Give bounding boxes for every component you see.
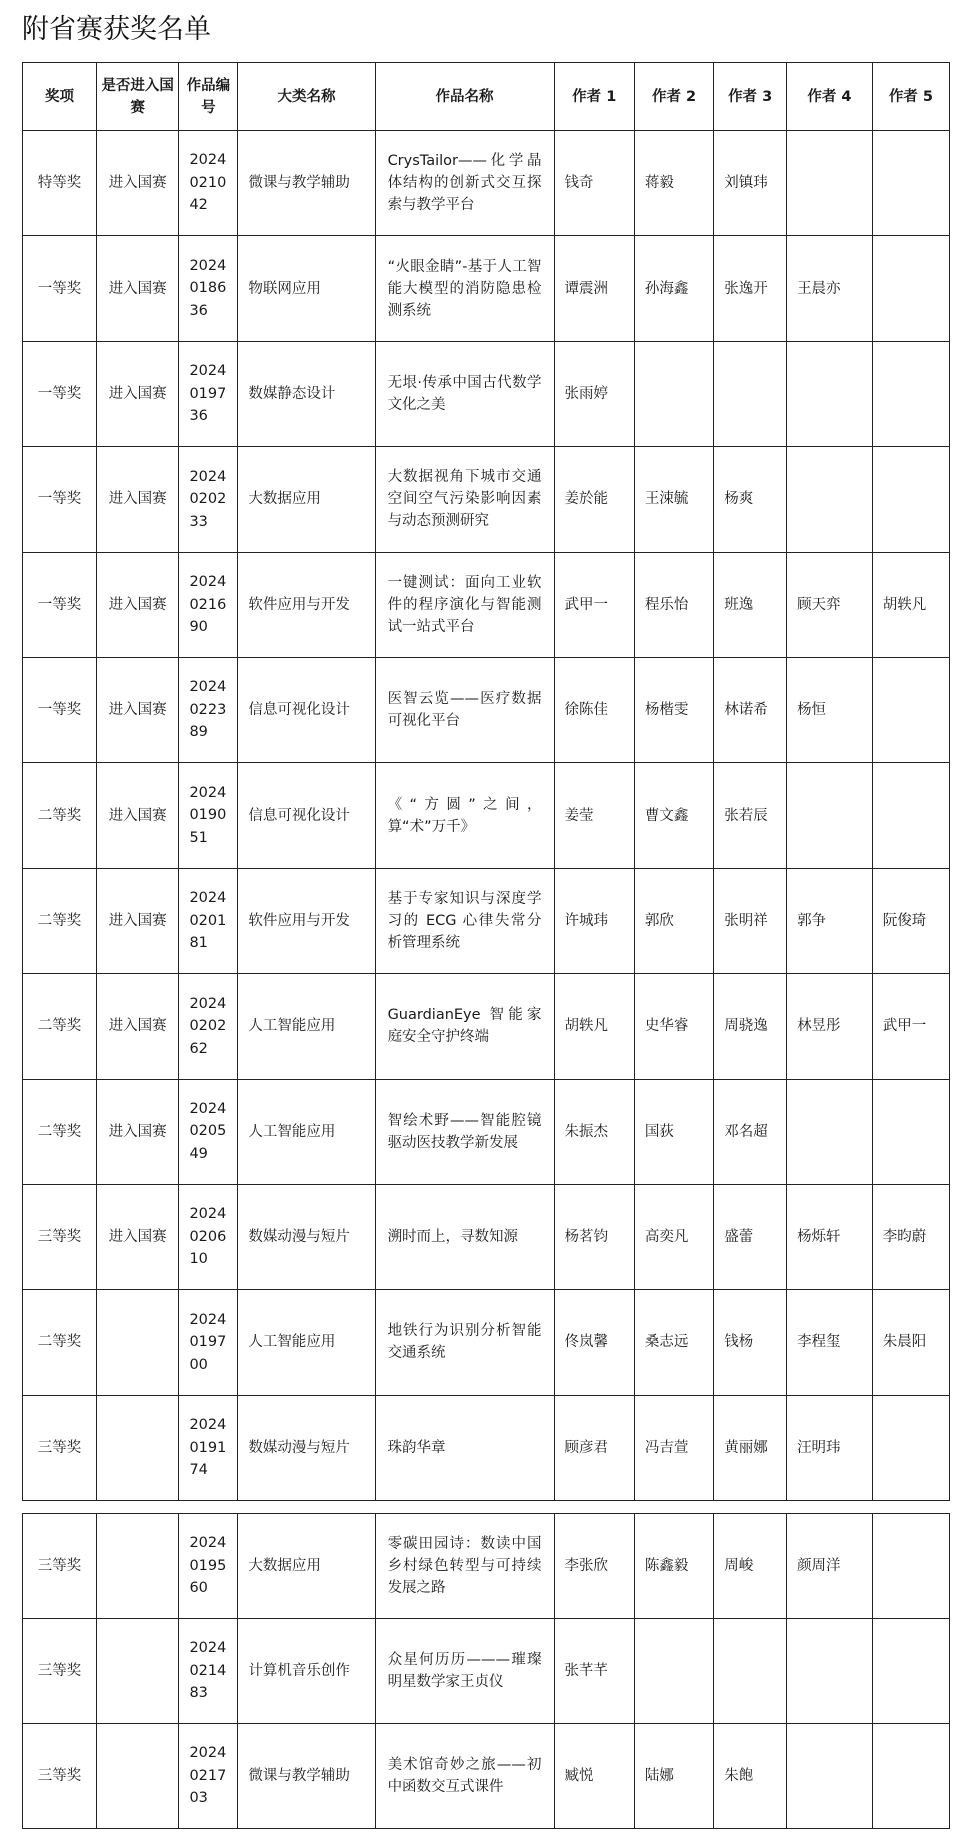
national-cell: [96, 1290, 179, 1395]
category-cell: 软件应用与开发: [238, 868, 375, 973]
author-cell: 李程玺: [787, 1290, 873, 1395]
category-cell: 人工智能应用: [238, 1290, 375, 1395]
author-cell: 林诺希: [714, 657, 787, 762]
category-cell: 大数据应用: [238, 447, 375, 552]
author-cell: 郭争: [787, 868, 873, 973]
header-cell: 大类名称: [238, 63, 375, 131]
category-cell: 数媒静态设计: [238, 341, 375, 446]
id-cell: 2024021690: [179, 552, 238, 657]
table-row: [23, 657, 950, 762]
author-cell: [872, 1079, 949, 1184]
author-cell: [787, 131, 873, 236]
id-cell: 2024020262: [179, 974, 238, 1079]
category-cell: 计算机音乐创作: [238, 1619, 375, 1724]
award-cell: 二等奖: [23, 974, 97, 1079]
table-row: [23, 131, 950, 236]
author-cell: [872, 131, 949, 236]
work-title-cell: 智绘术野——智能腔镜驱动医技教学新发展: [375, 1079, 554, 1184]
category-cell: 微课与教学辅助: [238, 131, 375, 236]
author-cell: 佟岚馨: [554, 1290, 634, 1395]
national-cell: [96, 1619, 179, 1724]
table-row: [23, 1514, 950, 1619]
award-table-continued: [22, 1513, 950, 1829]
work-title-cell: 一键测试：面向工业软件的程序演化与智能测试一站式平台: [375, 552, 554, 657]
id-cell: 2024019560: [179, 1514, 238, 1619]
author-cell: 蒋毅: [634, 131, 713, 236]
national-cell: [96, 1395, 179, 1500]
author-cell: [872, 1724, 949, 1829]
author-cell: 李昀蔚: [872, 1184, 949, 1289]
table-row: [23, 1184, 950, 1289]
id-cell: 2024020233: [179, 447, 238, 552]
national-cell: 进入国赛: [96, 236, 179, 341]
author-cell: 黄丽娜: [714, 1395, 787, 1500]
national-cell: 进入国赛: [96, 657, 179, 762]
id-cell: 2024020549: [179, 1079, 238, 1184]
award-cell: 一等奖: [23, 657, 97, 762]
header-cell: 作品编号: [179, 63, 238, 131]
author-cell: 程乐怡: [634, 552, 713, 657]
author-cell: 郭欣: [634, 868, 713, 973]
id-cell: 2024020181: [179, 868, 238, 973]
author-cell: [872, 236, 949, 341]
id-cell: 2024021483: [179, 1619, 238, 1724]
author-cell: 臧悦: [554, 1724, 634, 1829]
author-cell: 张雨婷: [554, 341, 634, 446]
author-cell: [714, 341, 787, 446]
author-cell: 邓名超: [714, 1079, 787, 1184]
award-cell: 二等奖: [23, 868, 97, 973]
header-cell: 作者 5: [872, 63, 949, 131]
author-cell: 钱奇: [554, 131, 634, 236]
author-cell: 姜於能: [554, 447, 634, 552]
author-cell: 周骁逸: [714, 974, 787, 1079]
national-cell: 进入国赛: [96, 447, 179, 552]
award-cell: 三等奖: [23, 1724, 97, 1829]
author-cell: 许城玮: [554, 868, 634, 973]
author-cell: 武甲一: [872, 974, 949, 1079]
author-cell: 颜周洋: [787, 1514, 873, 1619]
category-cell: 数媒动漫与短片: [238, 1184, 375, 1289]
award-cell: 二等奖: [23, 1079, 97, 1184]
national-cell: 进入国赛: [96, 552, 179, 657]
author-cell: 朱振杰: [554, 1079, 634, 1184]
author-cell: [787, 341, 873, 446]
author-cell: 杨恒: [787, 657, 873, 762]
author-cell: [872, 447, 949, 552]
author-cell: 杨烁轩: [787, 1184, 873, 1289]
author-cell: 刘镇玮: [714, 131, 787, 236]
national-cell: 进入国赛: [96, 974, 179, 1079]
header-cell: 奖项: [23, 63, 97, 131]
author-cell: 徐陈佳: [554, 657, 634, 762]
national-cell: 进入国赛: [96, 131, 179, 236]
author-cell: [787, 1619, 873, 1724]
author-cell: 姜莹: [554, 763, 634, 868]
header-cell: 作品名称: [375, 63, 554, 131]
author-cell: 杨楷雯: [634, 657, 713, 762]
award-cell: 三等奖: [23, 1619, 97, 1724]
author-cell: 盛蕾: [714, 1184, 787, 1289]
author-cell: 林昱彤: [787, 974, 873, 1079]
author-cell: 周峻: [714, 1514, 787, 1619]
id-cell: 2024020610: [179, 1184, 238, 1289]
table-row: [23, 236, 950, 341]
author-cell: 胡轶凡: [872, 552, 949, 657]
author-cell: 张若辰: [714, 763, 787, 868]
national-cell: 进入国赛: [96, 1184, 179, 1289]
award-cell: 一等奖: [23, 341, 97, 446]
national-cell: 进入国赛: [96, 763, 179, 868]
table-row: [23, 552, 950, 657]
id-cell: 2024022389: [179, 657, 238, 762]
national-cell: [96, 1514, 179, 1619]
author-cell: [714, 1619, 787, 1724]
work-title-cell: 地铁行为识别分析智能交通系统: [375, 1290, 554, 1395]
table-row: [23, 763, 950, 868]
work-title-cell: 《“方圆”之间，算“术”万千》: [375, 763, 554, 868]
national-cell: 进入国赛: [96, 868, 179, 973]
national-cell: 进入国赛: [96, 1079, 179, 1184]
author-cell: 桑志远: [634, 1290, 713, 1395]
id-cell: 2024019736: [179, 341, 238, 446]
table-row: [23, 1290, 950, 1395]
author-cell: 顾天弈: [787, 552, 873, 657]
id-cell: 2024021703: [179, 1724, 238, 1829]
id-cell: 2024019174: [179, 1395, 238, 1500]
header-cell: 是否进入国赛: [96, 63, 179, 131]
table-row: [23, 868, 950, 973]
author-cell: 国荻: [634, 1079, 713, 1184]
author-cell: [787, 763, 873, 868]
work-title-cell: 溯时而上，寻数知源: [375, 1184, 554, 1289]
national-cell: 进入国赛: [96, 341, 179, 446]
table-row: [23, 1619, 950, 1724]
author-cell: 钱杨: [714, 1290, 787, 1395]
page-title: 附省赛获奖名单: [22, 14, 211, 45]
work-title-cell: 零碳田园诗：数读中国乡村绿色转型与可持续发展之路: [375, 1514, 554, 1619]
category-cell: 人工智能应用: [238, 974, 375, 1079]
author-cell: 谭震洲: [554, 236, 634, 341]
header-cell: 作者 4: [787, 63, 873, 131]
author-cell: 张逸开: [714, 236, 787, 341]
table-header-row: [23, 63, 950, 131]
author-cell: [872, 763, 949, 868]
award-cell: 二等奖: [23, 763, 97, 868]
table-row: [23, 447, 950, 552]
category-cell: 物联网应用: [238, 236, 375, 341]
work-title-cell: 众星何历历———璀璨明星数学家王贞仪: [375, 1619, 554, 1724]
author-cell: 武甲一: [554, 552, 634, 657]
author-cell: [634, 1619, 713, 1724]
category-cell: 信息可视化设计: [238, 763, 375, 868]
author-cell: 史华睿: [634, 974, 713, 1079]
author-cell: 杨茗钧: [554, 1184, 634, 1289]
award-table: [22, 62, 950, 1501]
header-cell: 作者 2: [634, 63, 713, 131]
author-cell: 朱晨阳: [872, 1290, 949, 1395]
id-cell: 2024018636: [179, 236, 238, 341]
id-cell: 2024019700: [179, 1290, 238, 1395]
author-cell: 陈鑫毅: [634, 1514, 713, 1619]
header-cell: 作者 1: [554, 63, 634, 131]
author-cell: [872, 1514, 949, 1619]
author-cell: [634, 341, 713, 446]
work-title-cell: 医智云览——医疗数据可视化平台: [375, 657, 554, 762]
award-cell: 一等奖: [23, 552, 97, 657]
table-row: [23, 1724, 950, 1829]
award-cell: 一等奖: [23, 236, 97, 341]
work-title-cell: CrysTailor——化学晶体结构的创新式交互探索与教学平台: [375, 131, 554, 236]
award-cell: 二等奖: [23, 1290, 97, 1395]
author-cell: 孙海鑫: [634, 236, 713, 341]
author-cell: [872, 341, 949, 446]
category-cell: 信息可视化设计: [238, 657, 375, 762]
category-cell: 人工智能应用: [238, 1079, 375, 1184]
author-cell: 顾彦君: [554, 1395, 634, 1500]
author-cell: [872, 1619, 949, 1724]
work-title-cell: 珠韵华章: [375, 1395, 554, 1500]
author-cell: [787, 1724, 873, 1829]
author-cell: 李张欣: [554, 1514, 634, 1619]
author-cell: 朱飽: [714, 1724, 787, 1829]
author-cell: 张芊芊: [554, 1619, 634, 1724]
author-cell: 陆娜: [634, 1724, 713, 1829]
author-cell: 王晨亦: [787, 236, 873, 341]
table-row: [23, 1079, 950, 1184]
id-cell: 2024021042: [179, 131, 238, 236]
table-row: [23, 1395, 950, 1500]
table-row: [23, 974, 950, 1079]
work-title-cell: 大数据视角下城市交通空间空气污染影响因素与动态预测研究: [375, 447, 554, 552]
award-cell: 三等奖: [23, 1184, 97, 1289]
author-cell: 王涑毓: [634, 447, 713, 552]
author-cell: 高奕凡: [634, 1184, 713, 1289]
national-cell: [96, 1724, 179, 1829]
author-cell: [787, 1079, 873, 1184]
category-cell: 数媒动漫与短片: [238, 1395, 375, 1500]
author-cell: [872, 657, 949, 762]
author-cell: 汪明玮: [787, 1395, 873, 1500]
author-cell: 阮俊琦: [872, 868, 949, 973]
category-cell: 大数据应用: [238, 1514, 375, 1619]
table-row: [23, 341, 950, 446]
category-cell: 微课与教学辅助: [238, 1724, 375, 1829]
work-title-cell: “火眼金睛”-基于人工智能大模型的消防隐患检测系统: [375, 236, 554, 341]
header-cell: 作者 3: [714, 63, 787, 131]
award-cell: 三等奖: [23, 1395, 97, 1500]
author-cell: [787, 447, 873, 552]
id-cell: 2024019051: [179, 763, 238, 868]
author-cell: 杨爽: [714, 447, 787, 552]
category-cell: 软件应用与开发: [238, 552, 375, 657]
author-cell: 冯吉萱: [634, 1395, 713, 1500]
award-cell: 一等奖: [23, 447, 97, 552]
author-cell: 曹文鑫: [634, 763, 713, 868]
work-title-cell: 无垠·传承中国古代数学文化之美: [375, 341, 554, 446]
author-cell: 班逸: [714, 552, 787, 657]
award-cell: 特等奖: [23, 131, 97, 236]
work-title-cell: 美术馆奇妙之旅——初中函数交互式课件: [375, 1724, 554, 1829]
work-title-cell: GuardianEye 智能家庭安全守护终端: [375, 974, 554, 1079]
award-cell: 三等奖: [23, 1514, 97, 1619]
author-cell: 胡轶凡: [554, 974, 634, 1079]
work-title-cell: 基于专家知识与深度学习的 ECG 心律失常分析管理系统: [375, 868, 554, 973]
author-cell: 张明祥: [714, 868, 787, 973]
author-cell: [872, 1395, 949, 1500]
